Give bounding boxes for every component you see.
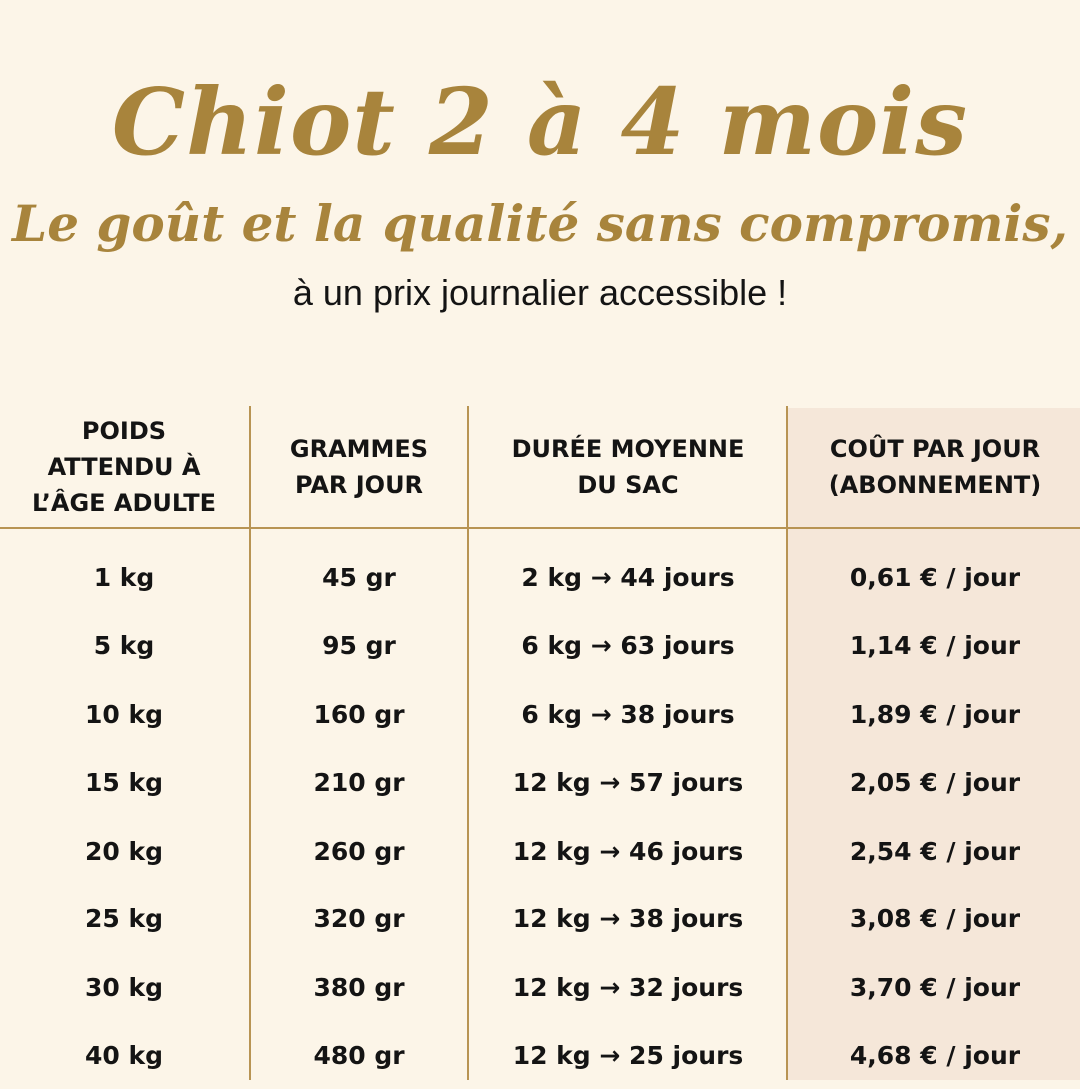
duration-cell: 6 kg → 63 jours xyxy=(521,630,735,660)
cost-cell: 3,08 € / jour xyxy=(849,903,1021,933)
cost-cell: 3,70 € / jour xyxy=(849,972,1021,1002)
grams-cell: 260 gr xyxy=(313,836,405,866)
grams-cell: 380 gr xyxy=(313,972,405,1002)
column-header-grams: GRAMMES PAR JOUR xyxy=(289,435,429,499)
weight-cell: 15 kg xyxy=(84,767,163,797)
weight-cell: 30 kg xyxy=(84,972,163,1002)
table-row xyxy=(0,953,1080,1021)
table-row xyxy=(0,543,1080,611)
table-row xyxy=(0,611,1080,679)
table-row xyxy=(0,680,1080,748)
grams-cell: 160 gr xyxy=(313,699,405,729)
duration-cell: 12 kg → 38 jours xyxy=(512,903,744,933)
grams-cell: 320 gr xyxy=(313,903,405,933)
duration-cell: 12 kg → 46 jours xyxy=(512,836,744,866)
cost-cell: 2,54 € / jour xyxy=(849,836,1021,866)
cost-cell: 1,89 € / jour xyxy=(849,699,1021,729)
page-tagline: à un prix journalier accessible ! xyxy=(292,272,788,313)
grams-cell: 480 gr xyxy=(313,1040,405,1070)
grams-cell: 95 gr xyxy=(322,630,396,660)
table-row xyxy=(0,748,1080,816)
header-divider xyxy=(0,527,1080,529)
weight-cell: 1 kg xyxy=(93,562,155,592)
cost-cell: 4,68 € / jour xyxy=(849,1040,1021,1070)
weight-cell: 40 kg xyxy=(84,1040,163,1070)
page-title: Chiot 2 à 4 mois xyxy=(111,68,969,176)
table-row xyxy=(0,817,1080,885)
grams-cell: 45 gr xyxy=(322,562,396,592)
weight-cell: 20 kg xyxy=(84,836,163,866)
duration-cell: 12 kg → 25 jours xyxy=(512,1040,744,1070)
duration-cell: 12 kg → 57 jours xyxy=(512,767,744,797)
column-header-duration: DURÉE MOYENNE DU SAC xyxy=(511,435,745,499)
weight-cell: 5 kg xyxy=(93,630,155,660)
duration-cell: 2 kg → 44 jours xyxy=(521,562,735,592)
column-header-cost: COÛT PAR JOUR (ABONNEMENT) xyxy=(828,435,1042,499)
duration-cell: 6 kg → 38 jours xyxy=(521,699,735,729)
grams-cell: 210 gr xyxy=(313,767,405,797)
table-row xyxy=(0,884,1080,952)
weight-cell: 10 kg xyxy=(84,699,163,729)
page-subtitle: Le goût et la qualité sans compromis, xyxy=(12,194,1068,253)
column-header-weight: POIDS ATTENDU À L’ÂGE ADULTE xyxy=(32,417,216,517)
cost-cell: 0,61 € / jour xyxy=(849,562,1021,592)
duration-cell: 12 kg → 32 jours xyxy=(512,972,744,1002)
cost-cell: 1,14 € / jour xyxy=(849,630,1021,660)
cost-cell: 2,05 € / jour xyxy=(849,767,1021,797)
weight-cell: 25 kg xyxy=(84,903,163,933)
table-row xyxy=(0,1021,1080,1089)
